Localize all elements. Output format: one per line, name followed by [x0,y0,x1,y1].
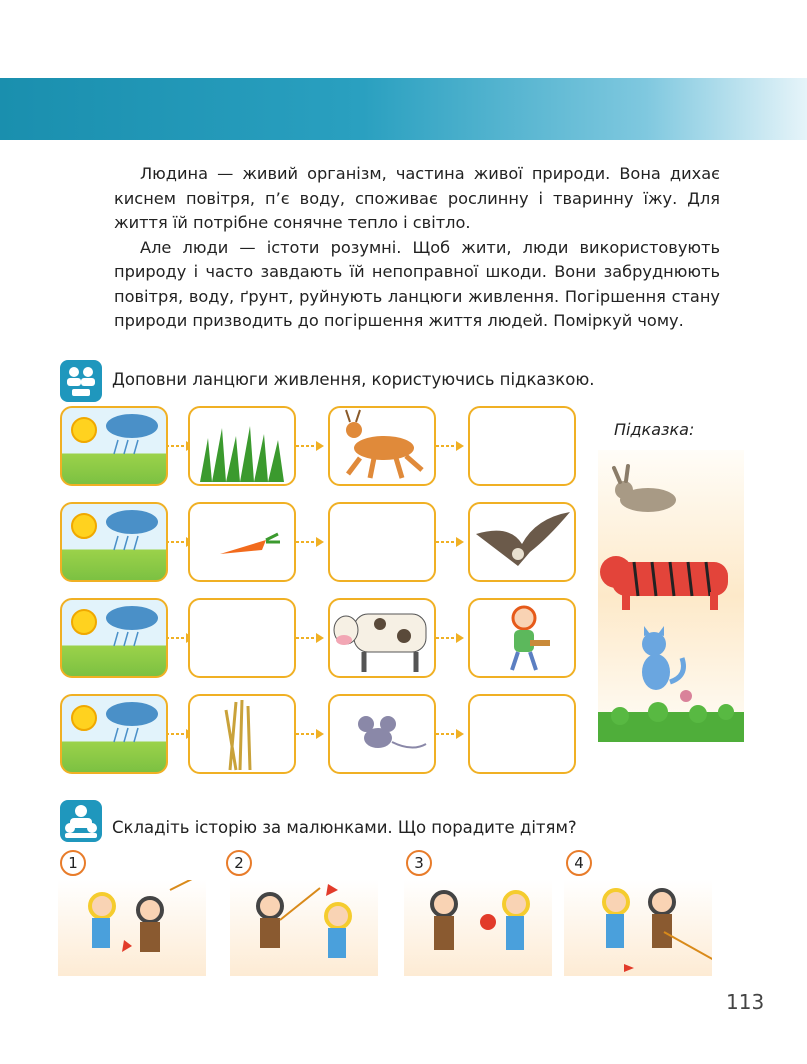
arrow [296,728,326,740]
arrow [296,632,326,644]
story-frame [564,880,712,976]
mouse-cell [328,694,436,774]
wheat-cell [188,694,296,774]
story-number: 1 [60,850,86,876]
deer-cell [328,406,436,486]
task2-instruction: Складіть історію за малюнками. Що порадите дітям? [112,818,577,837]
girl-icon [470,600,574,676]
hint-label: Підказка: [614,420,695,439]
empty-answer-cell[interactable] [328,502,436,582]
eagle-cell [468,502,576,582]
rabbit-icon [614,466,676,512]
empty-answer-cell[interactable] [188,598,296,678]
page-number: 113 [726,990,765,1014]
paragraph-2: Але люди — істоти розумні. Щоб жити, люди використовують природу і часто завдають їй непоправної шкоди. Вони забруднюють повітря, воду, ґрунт, руйнують ланцюги живлення. Погіршення стану природи призводить до погіршення життя людей. Поміркуй чому. [114,237,720,330]
header-band [0,78,807,140]
sun-rain-cell [60,694,168,774]
sun-rain-cell [60,502,168,582]
intro-text [114,162,720,334]
arrow [296,440,326,452]
story-frame [230,880,378,976]
eagle-icon [470,504,574,580]
arrow [296,536,326,548]
story-frame [404,880,552,976]
cat-icon [642,626,684,690]
mouse-icon [330,696,434,772]
cow-cell [328,598,436,678]
arrow [436,440,466,452]
story-number: 3 [406,850,432,876]
story-number: 4 [566,850,592,876]
sun-rain-cell [60,598,168,678]
grass-cell [188,406,296,486]
story-frame [58,880,206,976]
hint-panel [598,450,744,742]
arrow [436,632,466,644]
pair-work-icon [60,800,102,842]
paragraph-1: Людина — живий організм, частина живої природи. Вона дихає киснем повітря, п’є воду, споживає рослинну і тваринну їжу. Для життя їй потрібне сонячне тепло і світло. [114,164,720,232]
sun-rain-cell [60,406,168,486]
grass-icon [190,408,294,484]
cow-icon [330,600,434,676]
group-work-icon [60,360,102,402]
clover-icon [598,690,744,742]
empty-answer-cell[interactable] [468,406,576,486]
story-number: 2 [226,850,252,876]
deer-icon [330,408,434,484]
wheat-icon [190,696,294,772]
arrow [436,728,466,740]
carrot-cell [188,502,296,582]
empty-answer-cell[interactable] [468,694,576,774]
task1-instruction: Доповни ланцюги живлення, користуючись підказкою. [112,370,595,389]
girl-cell [468,598,576,678]
tiger-icon [600,556,728,610]
arrow [436,536,466,548]
carrot-icon [190,504,294,580]
